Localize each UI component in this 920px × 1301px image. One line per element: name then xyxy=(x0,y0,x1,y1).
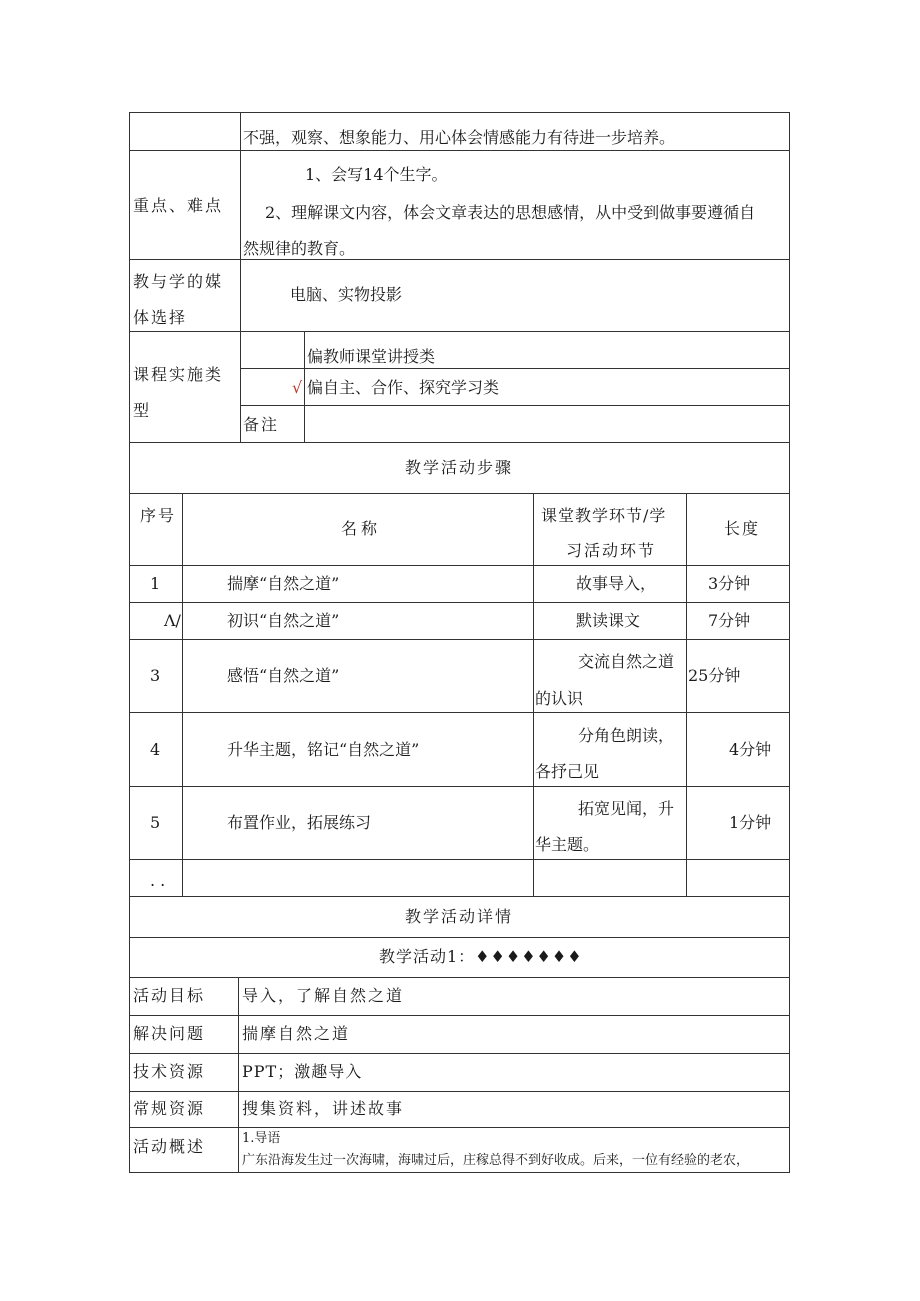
rule xyxy=(129,1015,790,1016)
details-section-title: 教学活动详情 xyxy=(405,907,514,926)
rule xyxy=(129,565,790,566)
overview-label: 活动概述 xyxy=(133,1137,206,1156)
rule xyxy=(129,859,790,860)
regular-value: 搜集资料，讲述故事 xyxy=(242,1099,405,1118)
rule xyxy=(129,1172,790,1173)
rule xyxy=(129,1127,790,1128)
goal-value: 导入，了解自然之道 xyxy=(242,986,405,1005)
header-stage-line1: 课堂教学环节/学 xyxy=(541,506,667,525)
rule xyxy=(129,639,790,640)
step-stage: 故事导入， xyxy=(576,574,657,593)
header-duration: 长度 xyxy=(724,519,761,538)
activity-title: 教学活动1：♦♦♦♦♦♦♦ xyxy=(379,947,583,966)
rule xyxy=(129,331,790,332)
step-duration: 25分钟 xyxy=(688,666,741,685)
step-index: Λ/ xyxy=(164,611,181,630)
tech-value: PPT；激趣导入 xyxy=(242,1062,363,1081)
rule xyxy=(240,368,790,369)
regular-label: 常规资源 xyxy=(133,1099,206,1118)
course-type-option-2: 偏自主、合作、探究学习类 xyxy=(307,378,500,397)
rule xyxy=(129,712,790,713)
rule xyxy=(129,1091,790,1092)
step-name: 感悟“自然之道” xyxy=(227,666,340,685)
step-duration: 7分钟 xyxy=(708,611,751,630)
rule xyxy=(129,602,790,603)
step-index: 3 xyxy=(150,666,161,685)
rule xyxy=(240,112,241,443)
rule xyxy=(129,442,790,443)
key-point-2-line2: 然规律的教育。 xyxy=(243,239,356,258)
media-label-line2: 体选择 xyxy=(133,308,188,327)
header-name: 名称 xyxy=(341,519,382,538)
check-mark-icon: √ xyxy=(292,378,303,397)
rule xyxy=(789,112,790,1173)
problem-value: 揣摩自然之道 xyxy=(242,1024,351,1043)
step-stage-line1: 拓宽见闻，升 xyxy=(578,799,675,818)
course-type-option-1: 偏教师课堂讲授类 xyxy=(307,347,436,366)
tech-label: 技术资源 xyxy=(133,1062,206,1081)
goal-label: 活动目标 xyxy=(133,986,206,1005)
step-stage-line2: 的认识 xyxy=(535,689,584,708)
rule xyxy=(238,977,239,1173)
continuation-text: 不强，观察、想象能力、用心体会情感能力有待进一步培养。 xyxy=(243,128,676,147)
step-name: 揣摩“自然之道” xyxy=(227,574,340,593)
rule xyxy=(129,977,790,978)
step-name: 布置作业，拓展练习 xyxy=(227,813,372,832)
step-name: 初识“自然之道” xyxy=(227,611,340,630)
step-duration: 1分钟 xyxy=(729,813,772,832)
course-type-label-line2: 型 xyxy=(133,401,150,420)
rule xyxy=(129,937,790,938)
step-index: 4 xyxy=(150,740,161,759)
rule xyxy=(182,493,183,897)
step-stage-line1: 交流自然之道 xyxy=(578,652,675,671)
step-stage-line2: 各抒己见 xyxy=(535,762,600,781)
rule xyxy=(129,112,790,113)
course-type-label-line1: 课程实施类 xyxy=(133,365,224,384)
rule xyxy=(686,493,687,897)
rule xyxy=(129,493,790,494)
media-label-line1: 教与学的媒 xyxy=(133,272,224,291)
rule xyxy=(129,259,790,260)
header-stage-line2: 习活动环节 xyxy=(566,541,657,560)
rule xyxy=(533,493,534,897)
step-duration: 3分钟 xyxy=(708,574,751,593)
rule xyxy=(129,150,790,151)
step-stage-line1: 分角色朗读， xyxy=(578,726,675,745)
step-index: 5 xyxy=(150,813,161,832)
rule xyxy=(304,331,305,443)
key-points-label: 重点、难点 xyxy=(133,196,224,215)
rule xyxy=(240,405,790,406)
overview-text: 广东沿海发生过一次海啸，海啸过后，庄稼总得不到好收成。后来，一位有经验的老农， xyxy=(242,1153,750,1168)
overview-heading: 1.导语 xyxy=(242,1131,281,1146)
steps-section-title: 教学活动步骤 xyxy=(405,458,514,477)
rule xyxy=(129,786,790,787)
media-value: 电脑、实物投影 xyxy=(290,285,403,304)
key-point-1: 1、会写14个生字。 xyxy=(305,165,448,184)
remark-label: 备注 xyxy=(243,415,280,434)
step-duration: 4分钟 xyxy=(729,740,772,759)
rule xyxy=(129,896,790,897)
step-stage: 默读课文 xyxy=(576,611,641,630)
rule xyxy=(129,112,130,1173)
problem-label: 解决问题 xyxy=(133,1024,206,1043)
empty-row-index: . . xyxy=(150,871,166,890)
rule xyxy=(129,1053,790,1054)
step-name: 升华主题，铭记“自然之道” xyxy=(227,740,420,759)
step-stage-line2: 华主题。 xyxy=(535,835,600,854)
step-index: 1 xyxy=(150,574,161,593)
key-point-2-line1: 2、理解课文内容，体会文章表达的思想感情，从中受到做事要遵循自 xyxy=(265,203,756,222)
header-index: 序号 xyxy=(140,506,177,525)
